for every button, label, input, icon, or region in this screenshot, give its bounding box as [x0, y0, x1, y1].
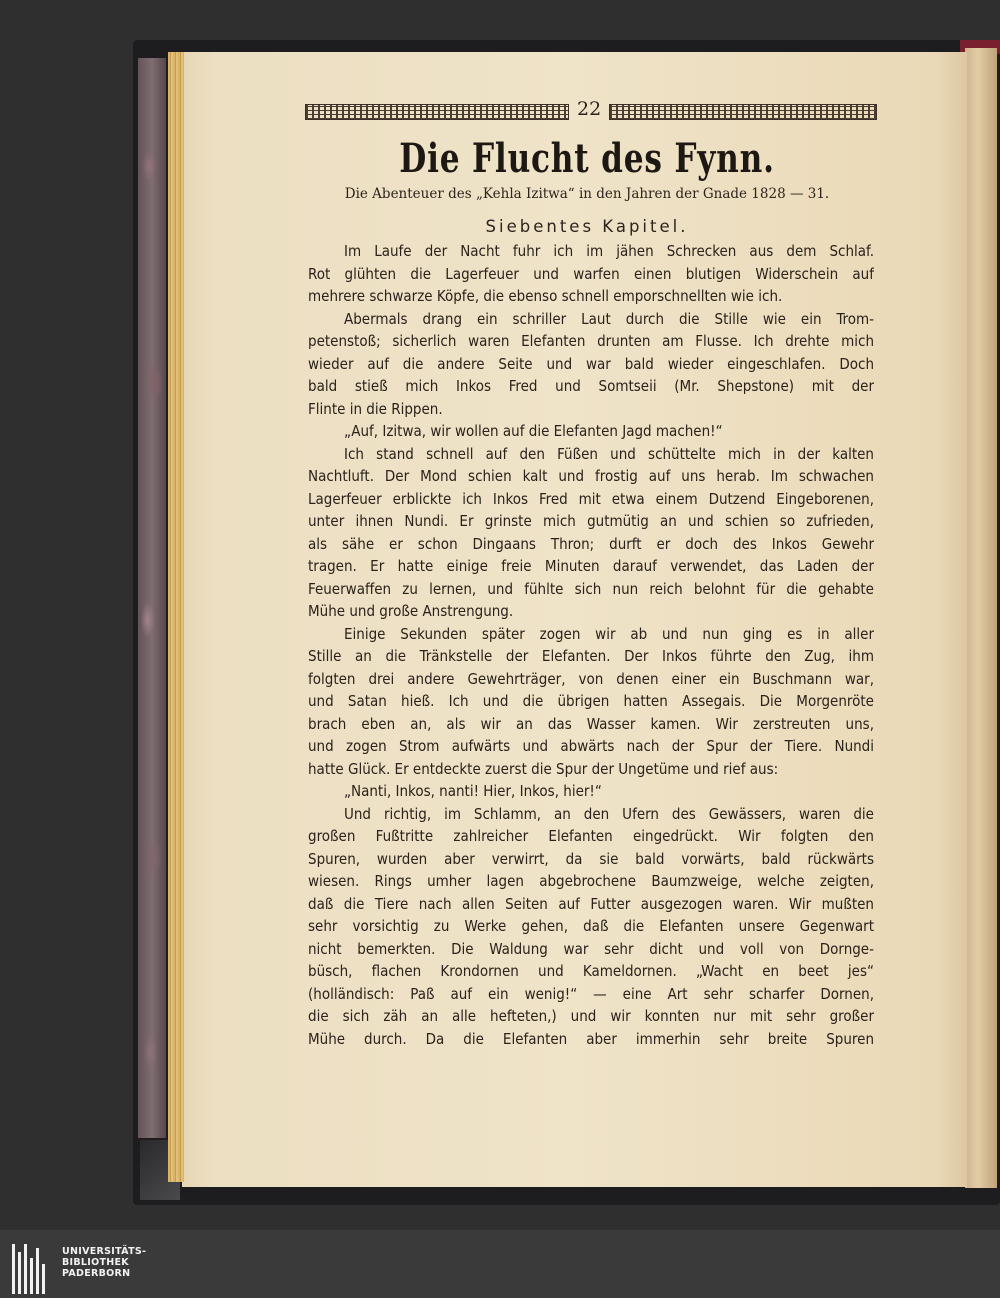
text-line: unter ihnen Nundi. Er grinste mich gutmütig an und schien so zufrieden,	[308, 512, 874, 530]
footer-bar	[0, 1230, 1000, 1298]
text-line: wieder auf die andere Seite und war bald wieder eingeschlafen. Doch	[308, 354, 874, 373]
library-logo-icon	[10, 1244, 54, 1294]
page-title: Die Flucht des Fynn.	[399, 135, 775, 182]
text-line: Rot glühten die Lagerfeuer und warfen einen blutigen Widerschein auf	[308, 264, 874, 283]
text-line: daß die Tiere nach allen Seiten auf Futter ausgezogen waren. Wir mußten	[308, 894, 874, 913]
text-line: tragen. Er hatte einige freie Minuten darauf verwendet, das Laden der	[308, 557, 874, 575]
page-header	[305, 98, 875, 124]
text-line: wiesen. Rings umher lagen abgebrochene Baumzweige, welche zeigten,	[308, 872, 874, 890]
library-name-line: UNIVERSITÄTS-	[62, 1246, 147, 1257]
chapter-heading: Siebentes Kapitel.	[485, 217, 689, 236]
text-line: bald stieß mich Inkos Fred und Somtseii (Mr. Shepstone) mit der	[308, 377, 874, 395]
right-page-edge	[965, 48, 997, 1188]
page-number: 22	[577, 98, 602, 120]
text-line: Mühe und große Anstrengung.	[308, 602, 514, 620]
ornament-left	[305, 104, 569, 120]
text-line: die sich zäh an alle hefteten,) und wir konnten nur mit sehr großer	[308, 1007, 874, 1025]
text-line: Spuren, wurden aber verwirrt, da sie bald vorwärts, bald rückwärts	[308, 849, 874, 868]
text-line: Mühe durch. Da die Elefanten aber immerhin sehr breite Spuren	[308, 1029, 874, 1048]
text-line: brach eben an, als wir an das Wasser kamen. Wir zerstreuten uns,	[308, 714, 874, 733]
library-name-line: PADERBORN	[62, 1268, 131, 1279]
text-line: und Satan hieß. Ich und die übrigen hatten Assegais. Die Morgenröte	[308, 692, 874, 710]
text-line: Ich stand schnell auf den Füßen und schüttelte mich in der kalten	[344, 444, 874, 463]
text-line: büsch, flachen Krondornen und Kameldornen. „Wacht en beet jes“	[308, 962, 874, 980]
library-name	[62, 1246, 146, 1279]
marbled-endpaper	[138, 58, 166, 1138]
text-line: folgten drei andere Gewehrträger, von denen einer ein Buschmann war,	[308, 669, 874, 688]
text-line: Lagerfeuer erblickte ich Inkos Fred mit etwa einem Dutzend Eingeborenen,	[308, 489, 874, 508]
ornament-right	[609, 104, 877, 120]
text-line: nicht bemerkten. Die Waldung war sehr dicht und voll von Dornge-	[308, 939, 874, 958]
text-line: (holländisch: Paß auf ein wenig!“ — eine Art sehr scharfer Dornen,	[308, 984, 874, 1003]
text-line: großen Fußtritte zahlreicher Elefanten eingedrückt. Wir folgten den	[308, 827, 874, 845]
text-line: Und richtig, im Schlamm, an den Ufern des Gewässers, waren die	[344, 804, 874, 823]
text-line: „Nanti, Inkos, nanti! Hier, Inkos, hier!“	[344, 782, 602, 800]
library-name-line: BIBLIOTHEK	[62, 1257, 129, 1268]
text-line: hatte Glück. Er entdeckte zuerst die Spur der Ungetüme und rief aus:	[308, 759, 779, 778]
text-line: Einige Sekunden später zogen wir ab und nun ging es in aller	[344, 624, 874, 643]
text-line: „Auf, Izitwa, wir wollen auf die Elefanten Jagd machen!“	[344, 422, 723, 440]
text-line: Nachtluft. Der Mond schien kalt und frostig auf uns herab. Im schwachen	[308, 467, 874, 485]
text-line: und zogen Strom aufwärts und abwärts nach der Spur der Tiere. Nundi	[308, 737, 874, 755]
text-line: Feuerwaffen zu lernen, und fühlte sich nun reich belohnt für die gehabte	[308, 579, 874, 598]
text-line: Im Laufe der Nacht fuhr ich im jähen Schrecken aus dem Schlaf.	[344, 242, 874, 260]
text-line: Stille an die Tränkstelle der Elefanten. Der Inkos führte den Zug, ihm	[308, 647, 874, 665]
text-line: als sähe er schon Dingaans Thron; durft er doch des Inkos Gewehr	[308, 534, 874, 553]
body-text	[308, 240, 874, 1050]
text-line: mehrere schwarze Köpfe, die ebenso schnell emporschnellten wie ich.	[308, 287, 783, 305]
page-subtitle: Die Abenteuer des „Kehla Izitwa“ in den Jahren der Gnade 1828 — 31.	[344, 186, 830, 202]
text-line: Flinte in die Rippen.	[308, 399, 443, 418]
text-line: Abermals drang ein schriller Laut durch die Stille wie ein Trom-	[344, 309, 874, 328]
text-line: petenstoß; sicherlich waren Elefanten drunten am Flusse. Ich drehte mich	[308, 332, 874, 350]
text-line: sehr vorsichtig zu Werke gehen, daß die Elefanten unsere Gegenwart	[308, 917, 874, 935]
page-edges	[168, 52, 184, 1182]
